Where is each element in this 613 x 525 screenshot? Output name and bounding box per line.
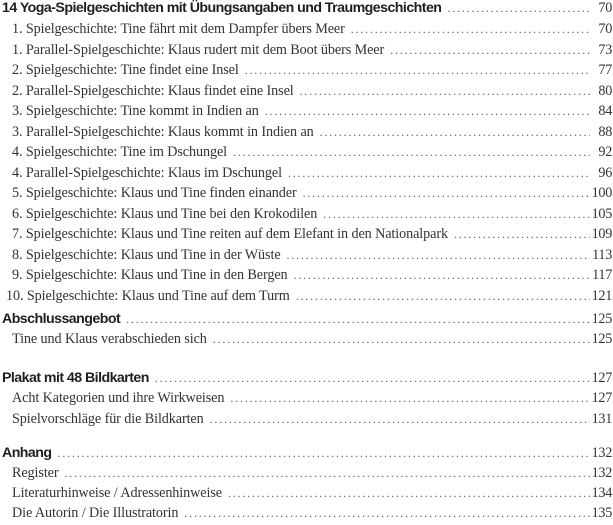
toc-entry[interactable]	[0, 144, 613, 164]
leader-dots	[64, 466, 590, 481]
toc-entry-title: 1. Parallel-Spielgeschichte: Klaus rudert mit dem Boot übers Meer	[12, 41, 385, 58]
leader-dots	[300, 84, 590, 99]
toc-page-number: 127	[591, 390, 612, 406]
toc-entry-title: 10. Spielgeschichte: Klaus und Tine auf dem Turm	[6, 287, 290, 304]
leader-dots	[323, 207, 590, 222]
toc-entry-title: Literaturhinweise / Adressenhinweise	[12, 485, 222, 501]
toc-page-number: 132	[591, 444, 612, 461]
toc-page-number: 134	[591, 485, 612, 501]
leader-dots	[265, 104, 590, 119]
toc-page-number: 88	[598, 123, 612, 140]
leader-dots	[287, 248, 590, 263]
toc-entry-title: 3. Parallel-Spielgeschichte: Klaus kommt in Indien an	[12, 123, 314, 140]
toc-heading-abschlussangebot[interactable]	[0, 311, 613, 331]
leader-dots	[155, 371, 590, 386]
toc-entry[interactable]	[0, 485, 613, 505]
toc-entry-title: 7. Spielgeschichte: Klaus und Tine reiten auf dem Elefant in den Nationalpark	[12, 226, 448, 242]
toc-entry-title: 5. Spielgeschichte: Klaus und Tine finden einander	[12, 185, 297, 201]
toc-entry[interactable]	[0, 411, 613, 431]
toc-heading-yoga-spielgeschichten[interactable]	[0, 0, 613, 20]
toc-entry[interactable]	[0, 62, 613, 82]
toc-entry-title: Die Autorin / Die Illustratorin	[12, 505, 179, 521]
toc-page-number: 121	[591, 287, 612, 304]
toc-page-number: 100	[591, 185, 612, 201]
toc-page-number: 70	[598, 21, 612, 37]
toc-entry[interactable]	[0, 505, 613, 525]
leader-dots	[210, 412, 590, 427]
toc-entry[interactable]	[0, 390, 613, 410]
leader-dots	[447, 1, 590, 16]
toc-page-number: 84	[598, 103, 612, 119]
toc-entry-title: 6. Spielgeschichte: Klaus und Tine bei den Krokodilen	[12, 205, 318, 222]
toc-entry-title: 4. Parallel-Spielgeschichte: Klaus im Dschungel	[12, 164, 282, 181]
leader-dots	[58, 446, 590, 461]
toc-entry-title: 2. Parallel-Spielgeschichte: Klaus findet eine Insel	[12, 82, 294, 99]
toc-page-number: 135	[591, 505, 612, 521]
toc-entry-title: 4. Spielgeschichte: Tine im Dschungel	[12, 144, 228, 160]
toc-heading-anhang[interactable]	[0, 445, 613, 465]
toc-entry[interactable]	[0, 226, 613, 246]
leader-dots	[303, 186, 590, 201]
toc-page-number: 92	[598, 144, 612, 160]
toc-entry[interactable]	[0, 124, 613, 144]
toc-page-number: 117	[592, 267, 612, 283]
leader-dots	[230, 391, 590, 406]
toc-page-number: 77	[598, 62, 612, 78]
toc-entry[interactable]	[0, 206, 613, 226]
toc-page-number: 105	[591, 205, 612, 222]
toc-entry-title: 2. Spielgeschichte: Tine findet eine Insel	[12, 62, 239, 78]
toc-entry[interactable]	[0, 83, 613, 103]
toc-page-number: 73	[598, 41, 612, 58]
toc-entry[interactable]	[0, 247, 613, 267]
leader-dots	[245, 63, 590, 78]
toc-entry[interactable]	[0, 331, 613, 351]
leader-dots	[213, 332, 590, 347]
toc-entry[interactable]	[0, 165, 613, 185]
toc-page-number: 127	[591, 370, 612, 386]
toc-heading-title: 14 Yoga-Spielgeschichten mit Übungsangaben und Traumgeschichten	[2, 0, 442, 16]
leader-dots	[351, 22, 590, 37]
leader-dots	[126, 312, 590, 327]
toc-page-number: 125	[591, 311, 612, 327]
toc-heading-title: Abschlussangebot	[2, 311, 121, 327]
toc-page-number: 70	[598, 0, 612, 16]
toc-page-number: 131	[591, 410, 612, 427]
leader-dots	[320, 125, 590, 140]
toc-heading-plakat[interactable]	[0, 370, 613, 390]
toc-entry[interactable]	[0, 267, 613, 287]
toc-page-number: 96	[598, 164, 612, 181]
toc-entry[interactable]	[0, 103, 613, 123]
leader-dots	[294, 268, 590, 283]
leader-dots	[288, 166, 590, 181]
toc-page-number: 125	[591, 331, 612, 347]
toc-entry-title: 9. Spielgeschichte: Klaus und Tine in den Bergen	[12, 267, 288, 283]
toc-heading-title: Plakat mit 48 Bildkarten	[2, 370, 149, 386]
leader-dots	[233, 145, 590, 160]
toc-entry-title: Register	[12, 465, 59, 481]
toc-entry[interactable]	[0, 288, 613, 308]
toc-entry-title: Acht Kategorien und ihre Wirkweisen	[12, 390, 225, 406]
leader-dots	[184, 506, 590, 521]
toc-entry-title: 1. Spielgeschichte: Tine fährt mit dem Dampfer übers Meer	[12, 21, 345, 37]
leader-dots	[454, 227, 590, 242]
leader-dots	[228, 486, 590, 501]
toc-entry-title: 3. Spielgeschichte: Tine kommt in Indien an	[12, 103, 259, 119]
toc-page-number: 109	[591, 226, 612, 242]
toc-entry-title: Tine und Klaus verabschieden sich	[12, 331, 207, 347]
toc-entry-title: Spielvorschläge für die Bildkarten	[12, 410, 204, 427]
toc-page-number: 132	[591, 465, 612, 481]
toc-page-number: 113	[592, 246, 612, 263]
toc-entry-title: 8. Spielgeschichte: Klaus und Tine in der Wüste	[12, 246, 281, 263]
leader-dots	[296, 289, 590, 304]
toc-entry[interactable]	[0, 465, 613, 485]
toc-heading-title: Anhang	[2, 444, 52, 461]
toc-page-number: 80	[598, 82, 612, 99]
toc-entry[interactable]	[0, 21, 613, 41]
leader-dots	[390, 43, 590, 58]
toc-entry[interactable]	[0, 42, 613, 62]
toc-entry[interactable]	[0, 185, 613, 205]
